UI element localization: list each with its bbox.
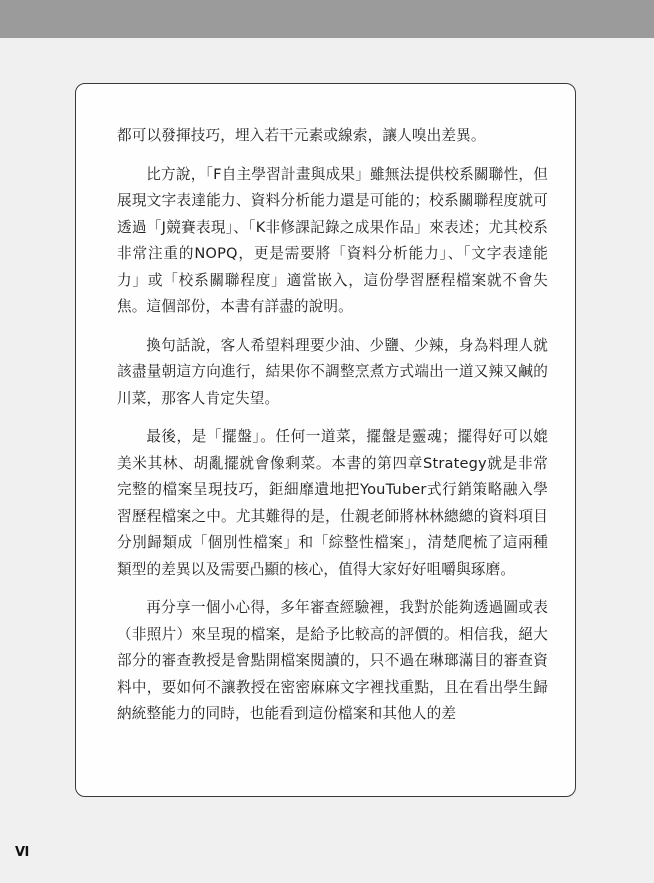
text-frame	[75, 83, 576, 797]
paragraph-analogy: 換句話說，客人希望料理要少油、少鹽、少辣，身為料理人就該盡量朝這方向進行，結果你不調整烹煮方式端出一道又辣又鹹的川菜，那客人肯定失望。	[117, 336, 548, 407]
paragraph-comparison: 比方說，「F自主學習計畫與成果」雖無法提供校系關聯性，但展現文字表達能力、資料分析能力還是可能的；校系關聯程度就可透過「J競賽表現」、「K非修課記錄之成果作品」來表述；尤其校系非常注重的NOPQ，更是需要將「資料分析能力」、「文字表達能力」或「校系關聯程度」適當嵌入，這份學習歷程檔案就不會失焦。這個部份，本書有詳盡的說明。	[117, 165, 548, 315]
paragraph-presentation: 最後，是「擺盤」。任何一道菜，擺盤是靈魂；擺得好可以媲美米其林、胡亂擺就會像剩菜。本書的第四章Strategy就是非常完整的檔案呈現技巧，鉅細靡遺地把YouTuber式行銷策略融入學習歷程檔案之中。尤其難得的是，仕親老師將林林總總的資料項目分別歸類成「個別性檔案」和「綜整性檔案」，清楚爬梳了這兩種類型的差異以及需要凸顯的核心，值得大家好好咀嚼與琢磨。	[117, 428, 548, 578]
paragraph-continuation: 都可以發揮技巧，埋入若干元素或線索，讓人嗅出差異。	[117, 127, 486, 144]
top-gray-band	[0, 0, 654, 38]
paragraph-advice: 再分享一個小心得，多年審查經驗裡，我對於能夠透過圖或表（非照片）來呈現的檔案，是給予比較高的評價的。相信我，絕大部分的審查教授是會點開檔案閱讀的，只不過在琳瑯滿目的審查資料中，要如何不讓教授在密密麻麻文字裡找重點，且在看出學生歸納統整能力的同時，也能看到這份檔案和其他人的差	[117, 599, 548, 722]
page-number: VI	[15, 845, 29, 860]
body-text	[117, 123, 548, 740]
